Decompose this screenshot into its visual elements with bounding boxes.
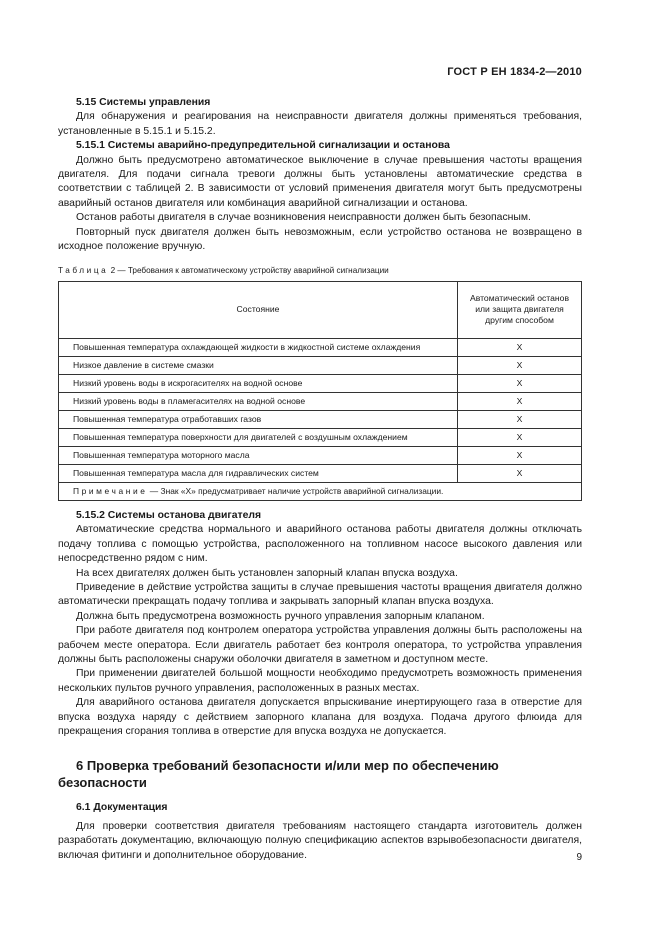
table-row [59,446,582,464]
mark-cell: Х [458,410,582,428]
paragraph: На всех двигателях должен быть установлен запорный клапан впуска воздуха. [76,567,458,579]
mark-cell: Х [458,464,582,482]
paragraph: Для аварийного останова двигателя допускается впрыскивание инертирующего газа в отверстие для впуска воздуха наряду с действием запорного клапана для воздуха. Подача другого флюида для прекращения сгорания топлива в отверстие для впуска воздуха не допускается. [58,697,582,737]
table-row [59,338,582,356]
paragraph: Останов работы двигателя в случае возникновения неисправности должен быть безопасным. [76,212,531,224]
condition-cell: Повышенная температура моторного масла [59,446,458,464]
condition-cell: Низкий уровень воды в пламегасителях на водной основе [59,392,458,410]
column-header-condition: Состояние [59,281,458,338]
paragraph: Для обнаружения и реагирования на неисправности двигателя должны применяться требования, установленные в 5.15.1 и 5.15.2. [58,111,582,137]
section-6-1-heading: 6.1 Документация [76,802,168,814]
note-word: Примечание [73,485,148,496]
paragraph: При применении двигателей большой мощности необходимо предусмотреть возможность применения нескольких пультов ручного управления, расположенных в разных местах. [58,668,582,694]
table-2-caption [58,264,582,278]
document-code-header: ГОСТ Р ЕН 1834-2—2010 [447,66,582,78]
mark-cell: Х [458,428,582,446]
section-5-15-1-heading: 5.15.1 Системы аварийно-предупредительной сигнализации и останова [76,140,450,152]
condition-cell: Низкое давление в системе смазки [59,356,458,374]
paragraph: Для проверки соответствия двигателя требованиям настоящего стандарта изготовитель должен разработать документацию, включающую полную спецификацию аспектов взрывобезопасности двигателя, включая фитинги и дополнительное оборудование. [58,820,582,861]
paragraph: Должно быть предусмотрено автоматическое выключение в случае превышения частоты вращения двигателя. Для подачи сигнала тревоги должны быть установлены автоматические средства в соответствии с таблицей 2. В зависимости от условий применения двигателя могут быть предусмотрены аварийный останов двигателя или комбинация аварийной сигнализации и останова. [58,154,582,209]
condition-cell: Повышенная температура масла для гидравлических систем [59,464,458,482]
table-row [59,464,582,482]
document-body [58,96,582,863]
table-header-row [59,281,582,338]
table-2 [58,281,582,501]
table-row [59,392,582,410]
condition-cell: Повышенная температура отработавших газов [59,410,458,428]
mark-cell: Х [458,356,582,374]
paragraph: Автоматические средства нормального и аварийного останова работы двигателя должны отключать подачу топлива с помощью устройства, расположенного на топливном насосе высокого давления или непосредственно рядом с ним. [58,524,582,565]
table-caption-word: Таблица [58,266,109,276]
condition-cell: Повышенная температура поверхности для двигателей с воздушным охлаждением [59,428,458,446]
mark-cell: Х [458,374,582,392]
condition-cell: Низкий уровень воды в искрогасителях на водной основе [59,374,458,392]
table-row [59,374,582,392]
paragraph: Приведение в действие устройства защиты в случае превышения частоты вращения двигателя должно автоматически прекращать подачу топлива и закрывать запорный клапан впуска воздуха. [58,581,582,608]
table-row [59,428,582,446]
paragraph: Должна быть предусмотрена возможность ручного управления запорным клапаном. [76,610,485,622]
table-note-row [59,482,582,500]
paragraph: Повторный пуск двигателя должен быть невозможным, если устройство останова не возвращено в исходное положение вручную. [58,226,582,253]
table-row [59,410,582,428]
table-note [59,482,582,500]
page-number: 9 [576,852,582,863]
table-row [59,356,582,374]
section-5-15-2-heading: 5.15.2 Системы останова двигателя [76,509,262,521]
note-text: — Знак «Х» предусматривает наличие устройств аварийной сигнализации. [147,485,444,496]
section-6-heading: 6 Проверка требований безопасности и/или мер по обеспечению безопасности [58,758,499,791]
condition-cell: Повышенная температура охлаждающей жидкости в жидкостной системе охлаждения [59,338,458,356]
paragraph: При работе двигателя под контролем оператора устройства управления должны быть расположены на рабочем месте оператора. Если двигатель работает без контроля оператора, то устройства управления должны быть расположены снаружи оболочки двигателя в заметном и доступном месте. [58,625,582,665]
column-header-automatic-stop: Автоматический останов или защита двигателя другим способом [458,281,582,338]
mark-cell: Х [458,392,582,410]
mark-cell: Х [458,446,582,464]
table-caption-text: 2 — Требования к автоматическому устройству аварийной сигнализации [108,266,389,276]
section-5-15-heading: 5.15 Системы управления [76,97,211,108]
mark-cell: Х [458,338,582,356]
